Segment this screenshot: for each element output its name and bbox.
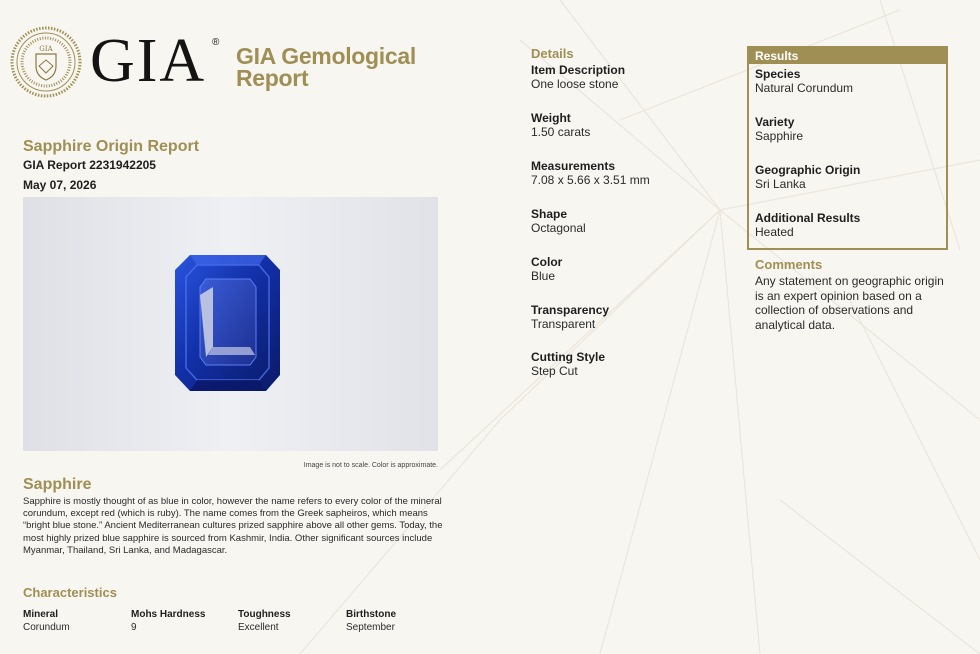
stone-section-title: Sapphire (23, 476, 92, 493)
characteristic-hardness (131, 609, 235, 634)
result-variety (755, 115, 945, 144)
detail-value: Step Cut (531, 364, 578, 378)
characteristic-label: Birthstone (346, 609, 396, 620)
stone-description: Sapphire is mostly thought of as blue in color, however the name refers to every color of the mineral corundum, except red (which is ruby). The name comes from the Greek sapheiros, which means “bright blue stone.” Ancient Mediterranean cultures prized sapphire above all other gems. Today, the most highly prized blue sapphire is sourced from Kashmir, India. Other significant sources include Myanmar, Thailand, Sri Lanka, and Madagascar. (23, 496, 443, 556)
detail-value: 1.50 carats (531, 125, 591, 139)
result-species (755, 67, 945, 96)
comments-text: Any statement on geographic origin is an expert opinion based on a collection of observations and analytical data. (755, 274, 944, 332)
result-value: Heated (755, 225, 794, 239)
characteristic-mineral (23, 609, 127, 634)
seal-text: GIA (39, 45, 53, 53)
registered-mark: ® (212, 37, 220, 48)
detail-cutting-style (531, 350, 721, 379)
result-value: Sri Lanka (755, 177, 806, 191)
detail-color (531, 255, 721, 284)
result-label: Geographic Origin (755, 163, 861, 177)
gia-seal-logo (10, 26, 82, 98)
detail-value: Transparent (531, 317, 596, 331)
report-date: May 07, 2026 (23, 178, 97, 192)
result-geographic-origin (755, 163, 945, 192)
characteristic-label: Mineral (23, 609, 59, 620)
image-disclaimer: Image is not to scale. Color is approximate. (303, 462, 438, 469)
detail-label: Color (531, 255, 563, 269)
detail-label: Transparency (531, 303, 610, 317)
report-type-title: GIA Gemological Report (236, 43, 416, 91)
detail-label: Item Description (531, 63, 626, 77)
detail-item-description (531, 63, 721, 92)
sapphire-gem-icon (23, 197, 438, 451)
detail-shape (531, 207, 721, 236)
detail-value: One loose stone (531, 77, 619, 91)
result-value: Sapphire (755, 129, 804, 143)
characteristic-birthstone (346, 609, 450, 634)
report-number: GIA Report 2231942205 (23, 158, 156, 172)
result-label: Variety (755, 115, 795, 129)
comments-title: Comments (755, 257, 823, 272)
detail-value: 7.08 x 5.66 x 3.51 mm (531, 173, 650, 187)
detail-measurements (531, 159, 721, 188)
detail-weight (531, 111, 721, 140)
characteristic-label: Mohs Hardness (131, 609, 206, 620)
characteristic-value: 9 (131, 622, 137, 633)
detail-label: Shape (531, 207, 568, 221)
stone-photo (23, 197, 438, 451)
characteristic-toughness (238, 609, 342, 634)
details-title: Details (531, 46, 574, 61)
characteristic-value: Excellent (238, 622, 279, 633)
gia-wordmark: GIA (90, 27, 207, 95)
detail-value: Octagonal (531, 221, 586, 235)
detail-label: Measurements (531, 159, 616, 173)
characteristic-label: Toughness (238, 609, 291, 620)
result-additional (755, 211, 945, 240)
result-label: Species (755, 67, 801, 81)
results-title: Results (749, 48, 946, 64)
detail-transparency (531, 303, 721, 332)
origin-report-title: Sapphire Origin Report (23, 138, 200, 155)
detail-value: Blue (531, 269, 556, 283)
characteristic-value: September (346, 622, 395, 633)
result-value: Natural Corundum (755, 81, 854, 95)
detail-label: Weight (531, 111, 571, 125)
result-label: Additional Results (755, 211, 861, 225)
detail-label: Cutting Style (531, 350, 605, 364)
characteristic-value: Corundum (23, 622, 70, 633)
characteristics-title: Characteristics (23, 585, 117, 600)
